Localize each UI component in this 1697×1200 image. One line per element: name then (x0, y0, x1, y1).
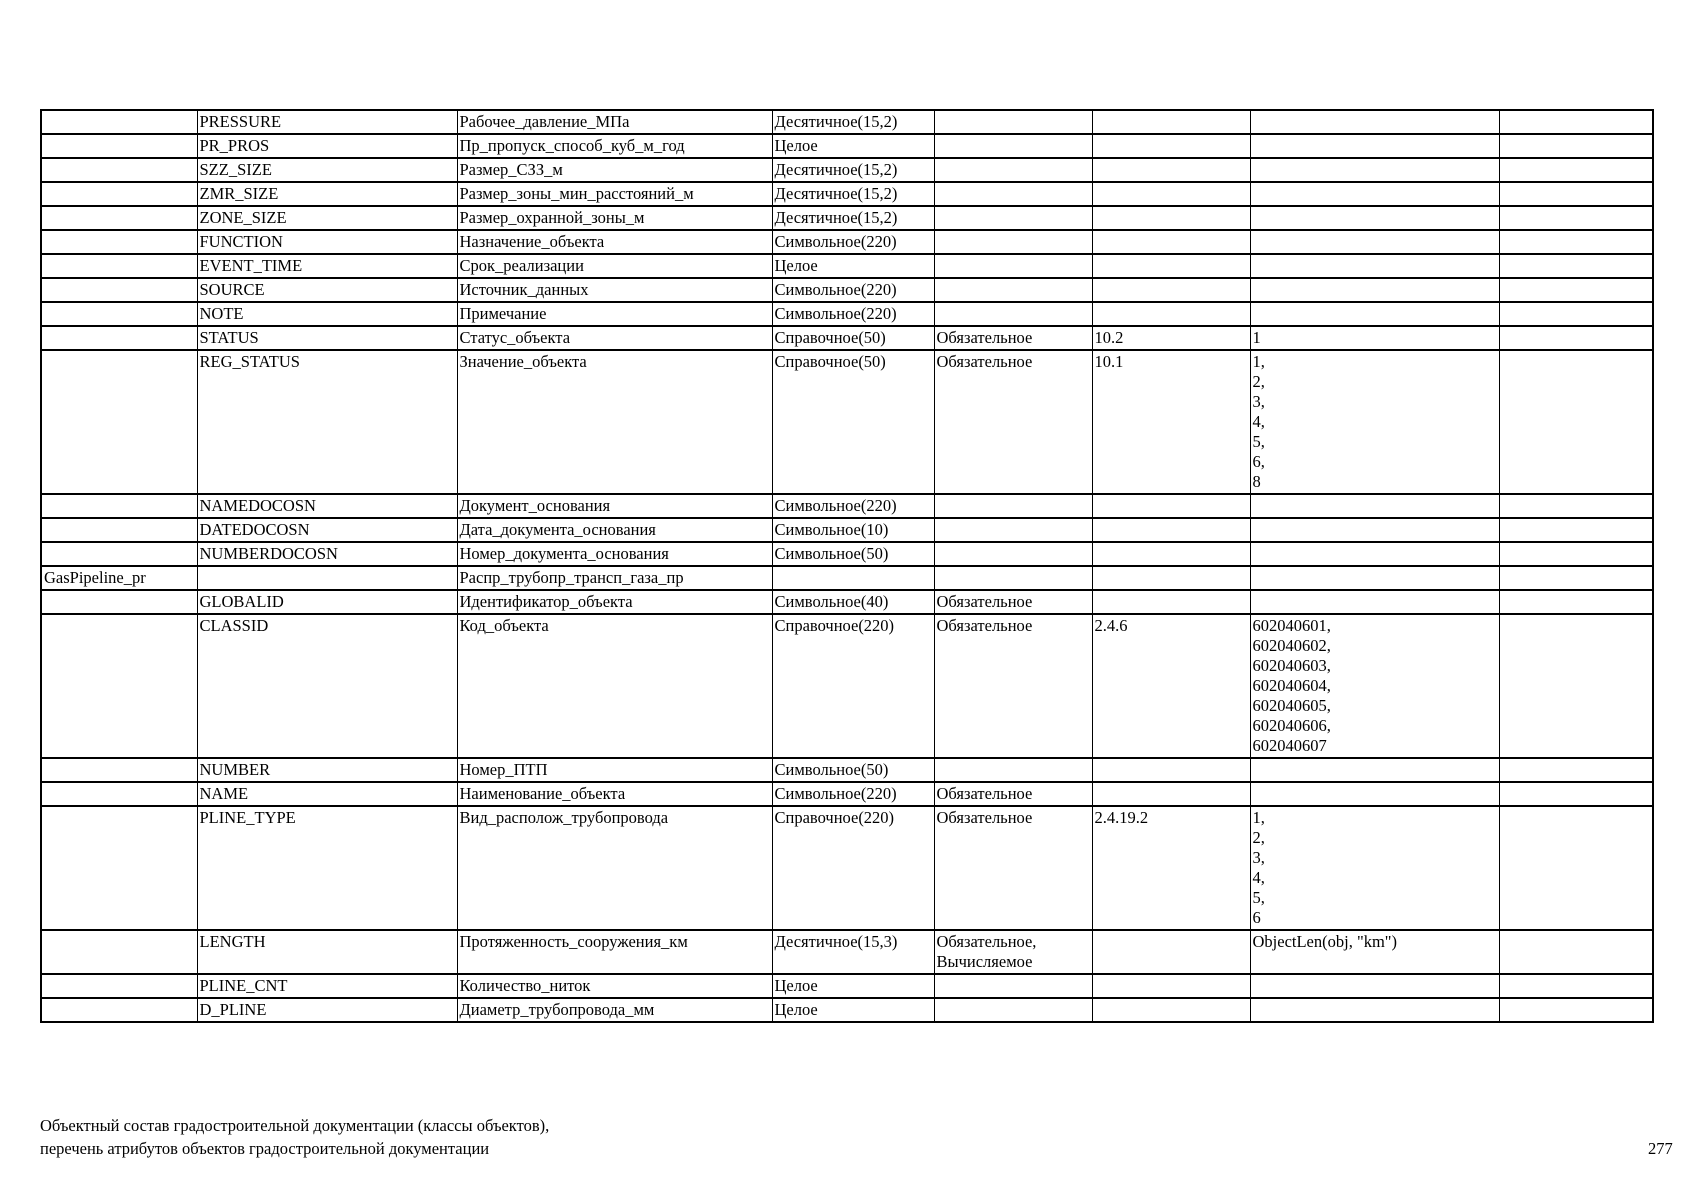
alias-cell: Номер_документа_основания (457, 542, 772, 566)
alias-cell: Протяженность_сооружения_км (457, 930, 772, 974)
type-cell: Целое (772, 974, 934, 998)
values-cell (1250, 542, 1499, 566)
reference-cell: 10.2 (1092, 326, 1250, 350)
class-cell (41, 302, 197, 326)
extra-cell (1499, 518, 1653, 542)
required-cell (934, 998, 1092, 1022)
type-cell: Символьное(10) (772, 518, 934, 542)
field-name-cell: NOTE (197, 302, 457, 326)
field-name-cell: D_PLINE (197, 998, 457, 1022)
alias-cell: Рабочее_давление_МПа (457, 110, 772, 134)
extra-cell (1499, 998, 1653, 1022)
type-cell: Десятичное(15,2) (772, 206, 934, 230)
reference-cell (1092, 782, 1250, 806)
extra-cell (1499, 206, 1653, 230)
required-cell: Обязательное (934, 806, 1092, 930)
required-cell (934, 182, 1092, 206)
class-cell: GasPipeline_pr (41, 566, 197, 590)
values-cell (1250, 278, 1499, 302)
type-cell: Десятичное(15,2) (772, 110, 934, 134)
alias-cell: Идентификатор_объекта (457, 590, 772, 614)
required-cell (934, 254, 1092, 278)
field-name-cell: DATEDOCOSN (197, 518, 457, 542)
alias-cell: Количество_ниток (457, 974, 772, 998)
class-cell (41, 518, 197, 542)
reference-cell (1092, 590, 1250, 614)
field-name-cell: EVENT_TIME (197, 254, 457, 278)
values-cell (1250, 782, 1499, 806)
table-row (41, 782, 1653, 806)
values-cell (1250, 998, 1499, 1022)
type-cell: Справочное(50) (772, 350, 934, 494)
required-cell (934, 758, 1092, 782)
table-row (41, 350, 1653, 494)
extra-cell (1499, 302, 1653, 326)
required-cell (934, 518, 1092, 542)
reference-cell (1092, 230, 1250, 254)
values-cell (1250, 182, 1499, 206)
reference-cell (1092, 542, 1250, 566)
reference-cell (1092, 930, 1250, 974)
values-cell (1250, 206, 1499, 230)
attributes-table-body (41, 110, 1653, 1022)
class-cell (41, 758, 197, 782)
reference-cell: 10.1 (1092, 350, 1250, 494)
field-name-cell: SZZ_SIZE (197, 158, 457, 182)
table-row (41, 134, 1653, 158)
values-cell (1250, 566, 1499, 590)
alias-cell: Распр_трубопр_трансп_газа_пр (457, 566, 772, 590)
required-cell (934, 974, 1092, 998)
values-cell: 1, 2, 3, 4, 5, 6 (1250, 806, 1499, 930)
values-cell (1250, 518, 1499, 542)
extra-cell (1499, 350, 1653, 494)
table-row (41, 110, 1653, 134)
extra-cell (1499, 758, 1653, 782)
required-cell (934, 302, 1092, 326)
reference-cell (1092, 974, 1250, 998)
page-number: 277 (1648, 1139, 1673, 1158)
class-cell (41, 206, 197, 230)
values-cell (1250, 974, 1499, 998)
class-cell (41, 806, 197, 930)
values-cell (1250, 110, 1499, 134)
class-cell (41, 614, 197, 758)
reference-cell (1092, 518, 1250, 542)
field-name-cell: PLINE_TYPE (197, 806, 457, 930)
reference-cell (1092, 206, 1250, 230)
type-cell: Справочное(50) (772, 326, 934, 350)
extra-cell (1499, 590, 1653, 614)
field-name-cell: PRESSURE (197, 110, 457, 134)
type-cell: Целое (772, 998, 934, 1022)
required-cell (934, 206, 1092, 230)
alias-cell: Номер_ПТП (457, 758, 772, 782)
extra-cell (1499, 326, 1653, 350)
required-cell (934, 134, 1092, 158)
required-cell (934, 542, 1092, 566)
alias-cell: Код_объекта (457, 614, 772, 758)
required-cell: Обязательное (934, 326, 1092, 350)
type-cell: Символьное(220) (772, 494, 934, 518)
extra-cell (1499, 230, 1653, 254)
field-name-cell: PLINE_CNT (197, 974, 457, 998)
reference-cell (1092, 278, 1250, 302)
values-cell: ObjectLen(obj, "km") (1250, 930, 1499, 974)
class-cell (41, 254, 197, 278)
class-cell (41, 110, 197, 134)
extra-cell (1499, 254, 1653, 278)
class-cell (41, 998, 197, 1022)
type-cell: Символьное(220) (772, 278, 934, 302)
alias-cell: Размер_СЗЗ_м (457, 158, 772, 182)
field-name-cell: NAMEDOCOSN (197, 494, 457, 518)
field-name-cell: ZONE_SIZE (197, 206, 457, 230)
alias-cell: Вид_располож_трубопровода (457, 806, 772, 930)
field-name-cell: NUMBERDOCOSN (197, 542, 457, 566)
type-cell: Символьное(220) (772, 302, 934, 326)
extra-cell (1499, 806, 1653, 930)
required-cell (934, 230, 1092, 254)
class-cell (41, 782, 197, 806)
values-cell (1250, 302, 1499, 326)
reference-cell (1092, 494, 1250, 518)
type-cell: Целое (772, 134, 934, 158)
values-cell (1250, 158, 1499, 182)
required-cell (934, 278, 1092, 302)
extra-cell (1499, 110, 1653, 134)
table-row (41, 518, 1653, 542)
required-cell (934, 158, 1092, 182)
table-row (41, 566, 1653, 590)
table-row (41, 326, 1653, 350)
alias-cell: Примечание (457, 302, 772, 326)
alias-cell: Пр_пропуск_способ_куб_м_год (457, 134, 772, 158)
field-name-cell: FUNCTION (197, 230, 457, 254)
class-cell (41, 158, 197, 182)
required-cell: Обязательное (934, 782, 1092, 806)
attributes-table (40, 109, 1654, 1023)
table-row (41, 806, 1653, 930)
table-row (41, 998, 1653, 1022)
reference-cell: 2.4.19.2 (1092, 806, 1250, 930)
alias-cell: Размер_охранной_зоны_м (457, 206, 772, 230)
field-name-cell: NAME (197, 782, 457, 806)
extra-cell (1499, 782, 1653, 806)
required-cell (934, 566, 1092, 590)
required-cell: Обязательное (934, 350, 1092, 494)
extra-cell (1499, 930, 1653, 974)
required-cell: Обязательное, Вычисляемое (934, 930, 1092, 974)
alias-cell: Срок_реализации (457, 254, 772, 278)
reference-cell: 2.4.6 (1092, 614, 1250, 758)
type-cell: Символьное(50) (772, 542, 934, 566)
class-cell (41, 134, 197, 158)
reference-cell (1092, 254, 1250, 278)
type-cell: Справочное(220) (772, 806, 934, 930)
required-cell (934, 110, 1092, 134)
class-cell (41, 182, 197, 206)
reference-cell (1092, 134, 1250, 158)
field-name-cell: LENGTH (197, 930, 457, 974)
field-name-cell (197, 566, 457, 590)
alias-cell: Диаметр_трубопровода_мм (457, 998, 772, 1022)
reference-cell (1092, 998, 1250, 1022)
extra-cell (1499, 278, 1653, 302)
type-cell: Символьное(40) (772, 590, 934, 614)
table-row (41, 182, 1653, 206)
required-cell (934, 494, 1092, 518)
extra-cell (1499, 614, 1653, 758)
alias-cell: Документ_основания (457, 494, 772, 518)
values-cell: 602040601, 602040602, 602040603, 602040604, 602040605, 602040606, 602040607 (1250, 614, 1499, 758)
extra-cell (1499, 182, 1653, 206)
alias-cell: Статус_объекта (457, 326, 772, 350)
type-cell: Справочное(220) (772, 614, 934, 758)
type-cell: Десятичное(15,3) (772, 930, 934, 974)
extra-cell (1499, 566, 1653, 590)
table-row (41, 278, 1653, 302)
type-cell: Десятичное(15,2) (772, 182, 934, 206)
extra-cell (1499, 134, 1653, 158)
reference-cell (1092, 182, 1250, 206)
class-cell (41, 930, 197, 974)
values-cell (1250, 590, 1499, 614)
table-row (41, 542, 1653, 566)
class-cell (41, 326, 197, 350)
class-cell (41, 974, 197, 998)
table-row (41, 302, 1653, 326)
table-row (41, 974, 1653, 998)
class-cell (41, 350, 197, 494)
reference-cell (1092, 566, 1250, 590)
table-row (41, 230, 1653, 254)
field-name-cell: STATUS (197, 326, 457, 350)
values-cell (1250, 230, 1499, 254)
reference-cell (1092, 158, 1250, 182)
alias-cell: Размер_зоны_мин_расстояний_м (457, 182, 772, 206)
extra-cell (1499, 542, 1653, 566)
extra-cell (1499, 494, 1653, 518)
values-cell: 1 (1250, 326, 1499, 350)
values-cell: 1, 2, 3, 4, 5, 6, 8 (1250, 350, 1499, 494)
alias-cell: Дата_документа_основания (457, 518, 772, 542)
table-row (41, 590, 1653, 614)
values-cell (1250, 254, 1499, 278)
class-cell (41, 590, 197, 614)
type-cell: Символьное(220) (772, 230, 934, 254)
reference-cell (1092, 758, 1250, 782)
class-cell (41, 494, 197, 518)
table-row (41, 254, 1653, 278)
field-name-cell: GLOBALID (197, 590, 457, 614)
class-cell (41, 278, 197, 302)
extra-cell (1499, 158, 1653, 182)
alias-cell: Источник_данных (457, 278, 772, 302)
type-cell: Десятичное(15,2) (772, 158, 934, 182)
type-cell: Символьное(50) (772, 758, 934, 782)
field-name-cell: NUMBER (197, 758, 457, 782)
required-cell: Обязательное (934, 614, 1092, 758)
table-row (41, 614, 1653, 758)
reference-cell (1092, 302, 1250, 326)
alias-cell: Наименование_объекта (457, 782, 772, 806)
table-row (41, 758, 1653, 782)
field-name-cell: SOURCE (197, 278, 457, 302)
table-row (41, 158, 1653, 182)
reference-cell (1092, 110, 1250, 134)
field-name-cell: PR_PROS (197, 134, 457, 158)
type-cell: Символьное(220) (772, 782, 934, 806)
table-row (41, 494, 1653, 518)
required-cell: Обязательное (934, 590, 1092, 614)
alias-cell: Назначение_объекта (457, 230, 772, 254)
field-name-cell: REG_STATUS (197, 350, 457, 494)
type-cell: Целое (772, 254, 934, 278)
class-cell (41, 542, 197, 566)
values-cell (1250, 494, 1499, 518)
field-name-cell: CLASSID (197, 614, 457, 758)
type-cell (772, 566, 934, 590)
values-cell (1250, 758, 1499, 782)
class-cell (41, 230, 197, 254)
values-cell (1250, 134, 1499, 158)
alias-cell: Значение_объекта (457, 350, 772, 494)
table-row (41, 930, 1653, 974)
field-name-cell: ZMR_SIZE (197, 182, 457, 206)
table-row (41, 206, 1653, 230)
extra-cell (1499, 974, 1653, 998)
footer-caption: Объектный состав градостроительной документации (классы объектов), перечень атрибутов объектов градостроительной документации (40, 1116, 550, 1158)
